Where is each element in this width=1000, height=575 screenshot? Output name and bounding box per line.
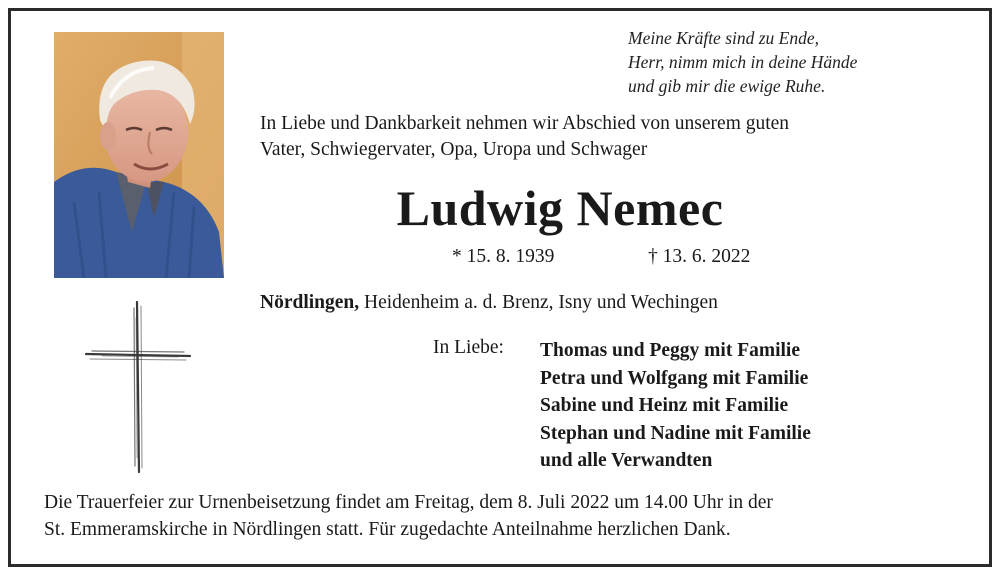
mourner-entry: Stephan und Nadine mit Familie bbox=[540, 422, 811, 444]
portrait-photo bbox=[54, 32, 224, 278]
intro-line: In Liebe und Dankbarkeit nehmen wir Abschied von unserem guten bbox=[260, 113, 790, 134]
intro-line: Vater, Schwiegervater, Opa, Uropa und Schwager bbox=[260, 139, 648, 160]
birth-date: * 15. 8. 1939 bbox=[452, 246, 555, 267]
cross-icon bbox=[82, 298, 194, 476]
places-line bbox=[260, 292, 718, 314]
bible-verse bbox=[628, 26, 968, 98]
place-primary: Nördlingen, bbox=[260, 292, 360, 313]
mourners-label: In Liebe: bbox=[433, 337, 504, 358]
mourners-list bbox=[540, 337, 811, 475]
verse-line: Herr, nimm mich in deine Hände bbox=[628, 52, 858, 72]
mourner-entry: Thomas und Peggy mit Familie bbox=[540, 340, 801, 361]
footer-line: Die Trauerfeier zur Urnenbeisetzung findet am Freitag, dem 8. Juli 2022 um 14.00 Uhr in der bbox=[44, 492, 773, 513]
mourner-entry: Sabine und Heinz mit Familie bbox=[540, 395, 789, 416]
deceased-name: Ludwig Nemec bbox=[396, 180, 724, 236]
mourner-entry: Petra und Wolfgang mit Familie bbox=[540, 367, 809, 389]
verse-line: Meine Kräfte sind zu Ende, bbox=[628, 28, 820, 48]
footer-line: St. Emmeramskirche in Nördlingen statt. Für zugedachte Anteilnahme herzlichen Dank. bbox=[44, 519, 731, 540]
funeral-notice bbox=[44, 489, 964, 543]
verse-line: und gib mir die ewige Ruhe. bbox=[628, 76, 826, 96]
intro-text bbox=[260, 111, 960, 163]
mourner-entry: und alle Verwandten bbox=[540, 450, 713, 471]
place-others: Heidenheim a. d. Brenz, Isny und Wechingen bbox=[359, 292, 718, 313]
death-date: † 13. 6. 2022 bbox=[648, 246, 751, 267]
